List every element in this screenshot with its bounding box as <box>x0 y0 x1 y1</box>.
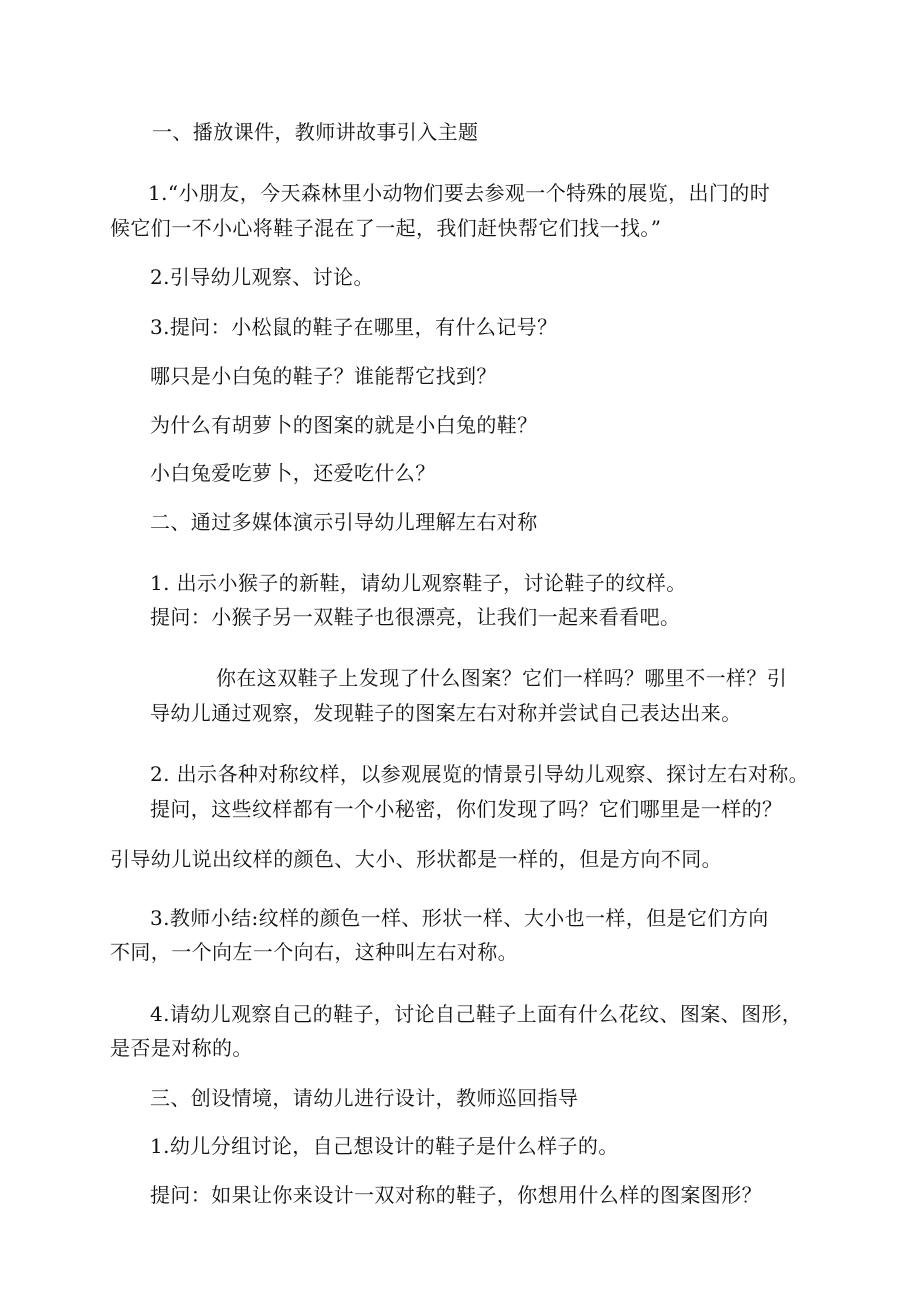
paragraph-line: 候它们一不小心将鞋子混在了一起，我们赶快帮它们找一找。” <box>110 216 662 240</box>
paragraph-line: 3.教师小结:纹样的颜色一样、形状一样、大小也一样，但是它们方向 <box>150 906 769 930</box>
section-heading-2: 二、通过多媒体演示引导幼儿理解左右对称 <box>150 510 538 534</box>
paragraph-line: 4.请幼儿观察自己的鞋子，讨论自己鞋子上面有什么花纹、图案、图形， <box>150 1002 803 1026</box>
paragraph-line: 为什么有胡萝卜的图案的就是小白兔的鞋？ <box>150 413 538 437</box>
paragraph-line: 1. 出示小猴子的新鞋，请幼儿观察鞋子，讨论鞋子的纹样。 <box>150 571 687 595</box>
paragraph-line: 不同，一个向左一个向右，这种叫左右对称。 <box>110 940 518 964</box>
paragraph-line: 哪只是小白兔的鞋子？谁能帮它找到？ <box>150 364 497 388</box>
paragraph-line: 2.引导幼儿观察、讨论。 <box>150 265 374 289</box>
section-heading-3: 三、创设情境，请幼儿进行设计，教师巡回指导 <box>150 1086 579 1110</box>
paragraph-line: 引导幼儿说出纹样的颜色、大小、形状都是一样的，但是方向不同。 <box>110 847 722 871</box>
paragraph-line: 2. 出示各种对称纹样，以参观展览的情景引导幼儿观察、探讨左右对称。 <box>150 762 810 786</box>
paragraph-line: 小白兔爱吃萝卜，还爱吃什么？ <box>150 461 436 485</box>
paragraph-line: 提问，这些纹样都有一个小秘密，你们发现了吗？它们哪里是一样的？ <box>150 797 783 821</box>
paragraph-line: 你在这双鞋子上发现了什么图案？它们一样吗？哪里不一样？引 <box>216 666 788 690</box>
paragraph-line: 3.提问：小松鼠的鞋子在哪里，有什么记号？ <box>150 315 558 339</box>
paragraph-line: 1.幼儿分组讨论，自己想设计的鞋子是什么样子的。 <box>150 1134 619 1158</box>
paragraph-line: 提问：如果让你来设计一双对称的鞋子，你想用什么样的图案图形？ <box>150 1183 762 1207</box>
paragraph-line: 是否是对称的。 <box>110 1036 253 1060</box>
paragraph-line: 提问：小猴子另一双鞋子也很漂亮，让我们一起来看看吧。 <box>150 605 681 629</box>
section-heading-1: 一、播放课件，教师讲故事引入主题 <box>152 120 479 144</box>
paragraph-line: 1.“小朋友，今天森林里小动物们要去参观一个特殊的展览，出门的时 <box>148 181 771 205</box>
paragraph-line: 导幼儿通过观察，发现鞋子的图案左右对称并尝试自己表达出来。 <box>150 701 742 725</box>
